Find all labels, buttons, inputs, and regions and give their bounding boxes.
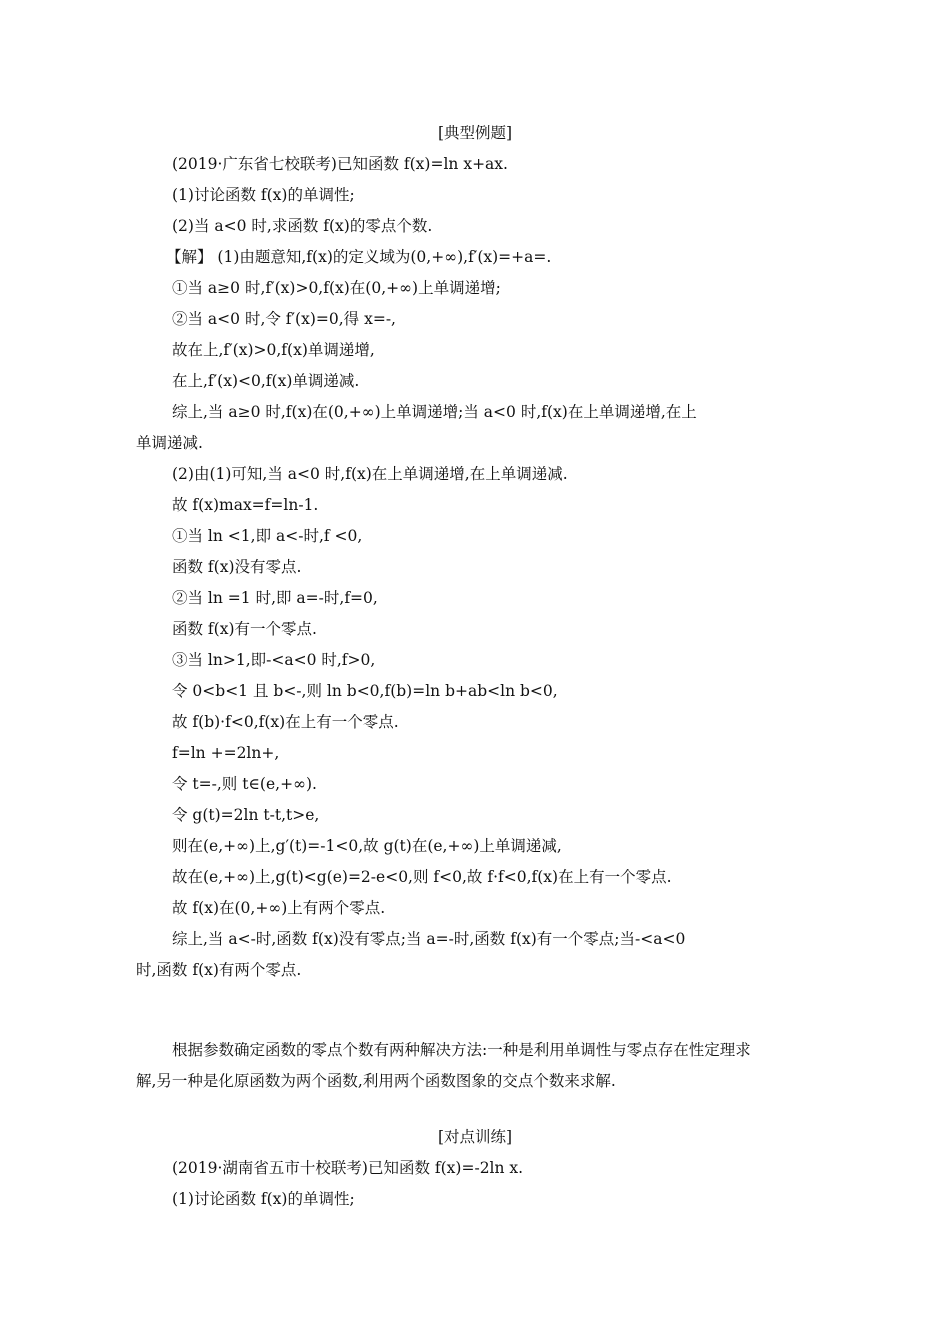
solution-line: 在上,f′(x)<0,f(x)单调递减. <box>172 372 360 390</box>
section-heading-example: [典型例题] <box>437 124 513 142</box>
section-heading-practice: [对点训练] <box>437 1128 513 1146</box>
solution-line: 故 f(x)在(0,+∞)上有两个零点. <box>172 899 386 917</box>
solution-line: 时,函数 f(x)有两个零点. <box>136 961 302 979</box>
practice-question-1: (1)讨论函数 f(x)的单调性; <box>172 1190 355 1208</box>
solution-line: f=ln +=2ln+, <box>172 744 280 762</box>
solution-line: 令 0<b<1 且 b<-,则 ln b<0,f(b)=ln b+ab<ln b<0, <box>172 682 558 700</box>
practice-problem-statement: (2019·湖南省五市十校联考)已知函数 f(x)=-2ln x. <box>172 1159 524 1177</box>
solution-line: 单调递减. <box>136 434 203 452</box>
method-note: 根据参数确定函数的零点个数有两种解决方法:一种是利用单调性与零点存在性定理求 <box>172 1041 751 1059</box>
solution-line: ③当 ln>1,即-<a<0 时,f>0, <box>172 651 376 669</box>
solution-line: (2)由(1)可知,当 a<0 时,f(x)在上单调递增,在上单调递减. <box>172 465 568 483</box>
solution-line: ②当 a<0 时,令 f′(x)=0,得 x=-, <box>172 310 396 328</box>
solution-line: 函数 f(x)有一个零点. <box>172 620 317 638</box>
example-question-2: (2)当 a<0 时,求函数 f(x)的零点个数. <box>172 217 433 235</box>
solution-line: 故 f(x)max=f=ln-1. <box>172 496 319 514</box>
solution-line: 故在(e,+∞)上,g(t)<g(e)=2-e<0,则 f<0,故 f·f<0,f(x)在上有一个零点. <box>172 868 672 886</box>
example-question-1: (1)讨论函数 f(x)的单调性; <box>172 186 355 204</box>
solution-line: 令 g(t)=2ln t-t,t>e, <box>172 806 320 824</box>
solution-line: 【解】 (1)由题意知,f(x)的定义域为(0,+∞),f′(x)=+a=. <box>166 248 552 266</box>
solution-line: ②当 ln =1 时,即 a=-时,f=0, <box>172 589 378 607</box>
method-note: 解,另一种是化原函数为两个函数,利用两个函数图象的交点个数来求解. <box>136 1072 616 1090</box>
solution-line: ①当 a≥0 时,f′(x)>0,f(x)在(0,+∞)上单调递增; <box>172 279 501 297</box>
solution-line: ①当 ln <1,即 a<-时,f <0, <box>172 527 363 545</box>
solution-line: 综上,当 a<-时,函数 f(x)没有零点;当 a=-时,函数 f(x)有一个零点;当-<a<0 <box>172 930 686 948</box>
solution-line: 函数 f(x)没有零点. <box>172 558 302 576</box>
example-problem-statement: (2019·广东省七校联考)已知函数 f(x)=ln x+ax. <box>172 155 508 173</box>
solution-line: 故在上,f′(x)>0,f(x)单调递增, <box>172 341 375 359</box>
solution-line: 令 t=-,则 t∈(e,+∞). <box>172 775 317 793</box>
solution-line: 综上,当 a≥0 时,f(x)在(0,+∞)上单调递增;当 a<0 时,f(x)在上单调递增,在上 <box>172 403 697 421</box>
solution-line: 则在(e,+∞)上,g′(t)=-1<0,故 g(t)在(e,+∞)上单调递减, <box>172 837 562 855</box>
solution-line: 故 f(b)·f<0,f(x)在上有一个零点. <box>172 713 399 731</box>
